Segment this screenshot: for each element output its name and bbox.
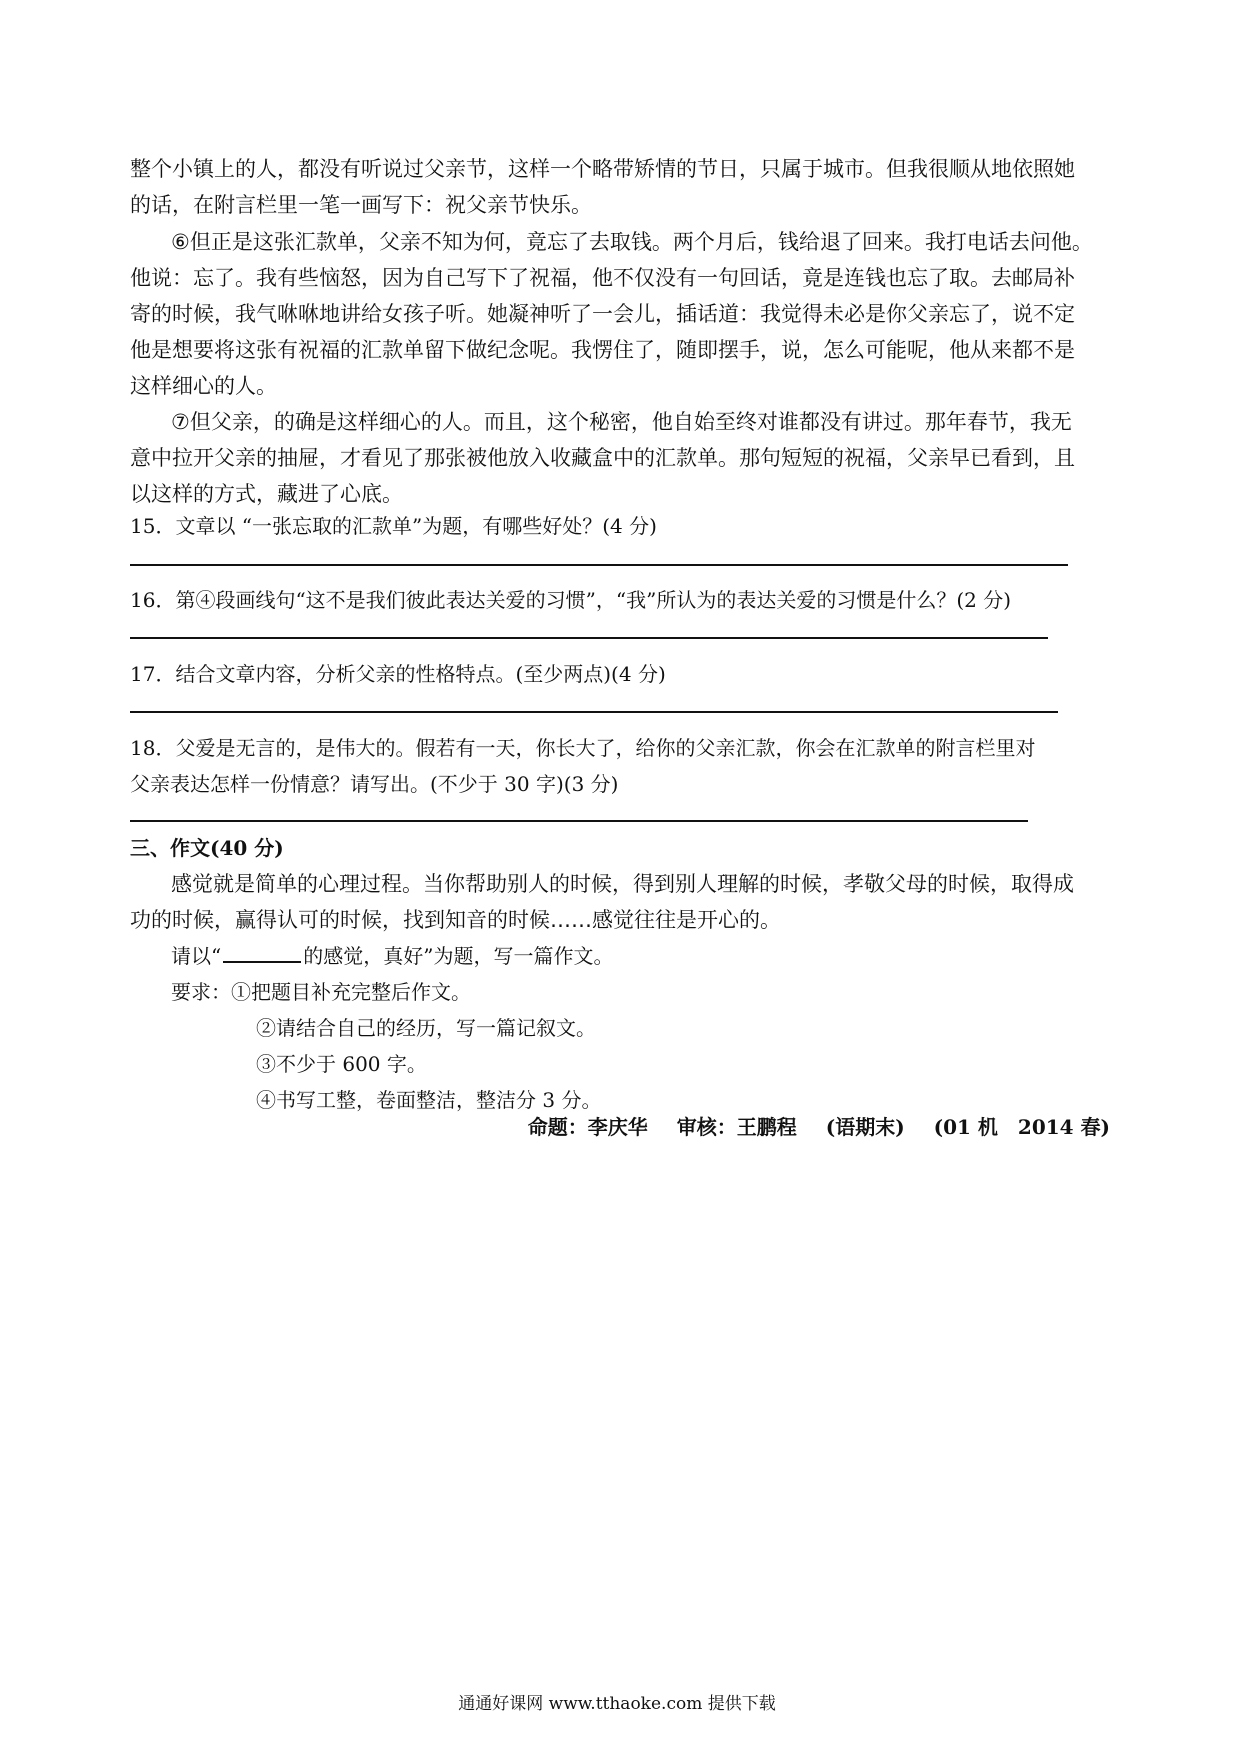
passage-line: 寄的时候，我气咻咻地讲给女孩子听。她凝神听了一会儿，插话道：我觉得未必是你父亲忘了，说不定 [130, 302, 1075, 326]
passage-paragraph-7: ⑦但父亲，的确是这样细心的人。而且，这个秘密，他自始至终对谁都没有讲过。那年春节，我无 [171, 410, 1072, 434]
credit-author: 命题：李庆华 [527, 1115, 648, 1139]
credit-code: (01 机 2014 春) [933, 1115, 1110, 1139]
passage-line: 他是想要将这张有祝福的汇款单留下做纪念呢。我愣住了，随即摆手，说，怎么可能呢，他从来都不是 [130, 338, 1075, 362]
question-15: 15．文章以 “一张忘取的汇款单”为题，有哪些好处？(4 分) [130, 514, 657, 538]
requirements-label: 要求：①把题目补充完整后作文。 [171, 980, 471, 1004]
credit-exam: (语期末) [825, 1115, 905, 1139]
title-blank [223, 943, 301, 963]
credit-reviewer: 审核：王鹏程 [676, 1115, 797, 1139]
passage-line: 的话，在附言栏里一笔一画写下：祝父亲节快乐。 [130, 193, 592, 217]
requirement-4: ④书写工整，卷面整洁，整洁分 3 分。 [256, 1088, 602, 1112]
prompt-suffix: 的感觉，真好”为题，写一篇作文。 [303, 944, 614, 968]
passage-line: 这样细心的人。 [130, 374, 277, 398]
exam-credits [528, 1112, 1110, 1142]
composition-intro: 感觉就是简单的心理过程。当你帮助别人的时候，得到别人理解的时候，孝敬父母的时候，取得成 [171, 872, 1074, 896]
prompt-prefix: 请以“ [171, 944, 222, 968]
composition-intro-cont: 功的时候，赢得认可的时候，找到知音的时候……感觉往往是开心的。 [130, 908, 781, 932]
passage-line: 整个小镇上的人，都没有听说过父亲节，这样一个略带矫情的节日，只属于城市。但我很顺从地依照她 [130, 157, 1075, 181]
composition-heading: 三、作文(40 分) [130, 836, 284, 860]
passage-paragraph-6: ⑥但正是这张汇款单，父亲不知为何，竟忘了去取钱。两个月后，钱给退了回来。我打电话去问他。 [171, 230, 1093, 254]
question-17: 17．结合文章内容，分析父亲的性格特点。(至少两点)(4 分) [130, 662, 666, 686]
composition-prompt [171, 941, 1151, 971]
passage-line: 以这样的方式，藏进了心底。 [130, 482, 403, 506]
question-16: 16．第④段画线句“这不是我们彼此表达关爱的习惯”，“我”所认为的表达关爱的习惯是什么？(2 分) [130, 588, 1012, 612]
page-footer: 通通好课网 www.tthaoke.com 提供下载 [458, 1694, 776, 1714]
question-18-cont: 父亲表达怎样一份情意？请写出。(不少于 30 字)(3 分) [130, 772, 619, 796]
answer-line-16 [130, 637, 1048, 639]
requirement-3: ③不少于 600 字。 [256, 1052, 427, 1076]
answer-line-15 [130, 564, 1068, 566]
answer-line-18 [130, 820, 1028, 822]
passage-line: 他说：忘了。我有些恼怒，因为自己写下了祝福，他不仅没有一句回话，竟是连钱也忘了取。去邮局补 [130, 266, 1075, 290]
answer-line-17 [130, 711, 1058, 713]
requirement-2: ②请结合自己的经历，写一篇记叙文。 [256, 1016, 596, 1040]
question-18: 18．父爱是无言的，是伟大的。假若有一天，你长大了，给你的父亲汇款，你会在汇款单的附言栏里对 [130, 736, 1036, 760]
passage-line: 意中拉开父亲的抽屉，才看见了那张被他放入收藏盒中的汇款单。那句短短的祝福，父亲早已看到，且 [130, 446, 1075, 470]
